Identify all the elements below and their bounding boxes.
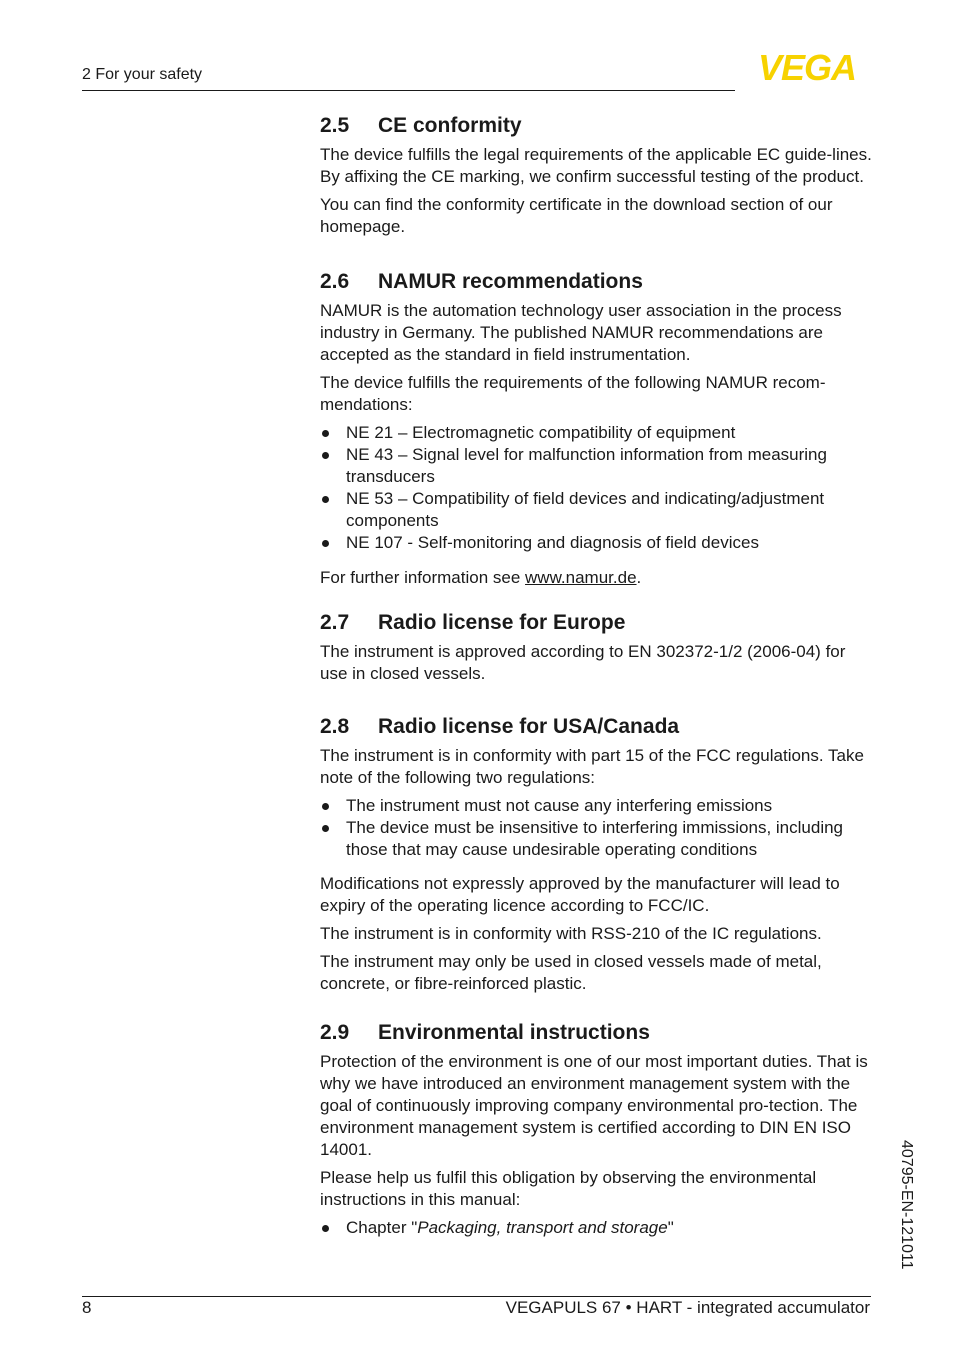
paragraph: The device fulfills the requirements of the following NAMUR recom-mendations: [320, 373, 826, 414]
vega-logo [742, 52, 872, 82]
section-heading-2-7: 2.7 Radio license for Europe [320, 611, 626, 634]
list-item: The instrument must not cause any interfering emissions [320, 795, 876, 817]
bullet-icon [322, 803, 329, 810]
paragraph: The instrument may only be used in closed vessels made of metal, concrete, or fibre-reinforced plastic. [320, 952, 822, 993]
bullet-icon [322, 430, 329, 437]
running-header: 2 For your safety [82, 66, 203, 83]
section-heading-2-5: 2.5 CE conformity [320, 114, 522, 137]
namur-link[interactable]: www.namur.de [525, 568, 637, 587]
footer-title: VEGAPULS 67 • HART - integrated accumulator [505, 1298, 870, 1317]
fcc-list [320, 795, 876, 861]
list-item: Chapter "Packaging, transport and storage" [320, 1217, 876, 1239]
list-item: NE 43 – Signal level for malfunction information from measuring transducers [320, 444, 876, 488]
env-list [320, 1217, 876, 1239]
paragraph: You can find the conformity certificate in the download section of our homepage. [320, 195, 833, 236]
svg-text:VEGA: VEGA [757, 52, 857, 82]
namur-list [320, 422, 876, 554]
bullet-icon [322, 496, 329, 503]
paragraph: Please help us fulfil this obligation by observing the environmental instructions in this manual: [320, 1168, 817, 1209]
section-heading-2-9: 2.9 Environmental instructions [320, 1021, 650, 1044]
paragraph: The instrument is in conformity with part 15 of the FCC regulations. Take note of the following two regulations: [320, 746, 864, 787]
main-content [320, 112, 876, 1239]
list-item: The device must be insensitive to interfering immissions, including those that may cause undesirable operating conditions [320, 817, 876, 861]
document-code: 40795-EN-121011 [898, 1140, 915, 1270]
paragraph: Modifications not expressly approved by the manufacturer will lead to expiry of the operating licence according to FCC/IC. [320, 874, 840, 915]
paragraph: The instrument is approved according to EN 302372-1/2 (2006-04) for use in closed vessels. [320, 642, 846, 683]
bullet-icon [322, 825, 329, 832]
footer-rule [82, 1296, 871, 1297]
bullet-icon [322, 452, 329, 459]
list-item: NE 21 – Electromagnetic compatibility of equipment [320, 422, 876, 444]
list-item: NE 107 - Self-monitoring and diagnosis of field devices [320, 532, 876, 554]
header-rule [82, 90, 735, 91]
page-number: 8 [82, 1298, 92, 1317]
paragraph: The instrument is in conformity with RSS-210 of the IC regulations. [320, 924, 822, 943]
bullet-icon [322, 540, 329, 547]
section-heading-2-8: 2.8 Radio license for USA/Canada [320, 715, 680, 738]
list-item: NE 53 – Compatibility of field devices and indicating/adjustment components [320, 488, 876, 532]
paragraph: The device fulfills the legal requirements of the applicable EC guide-lines. By affixing the CE marking, we confirm successful testing of the product. [320, 145, 872, 186]
further-info: For further information see www.namur.de. [320, 568, 642, 587]
bullet-icon [322, 1225, 329, 1232]
paragraph: NAMUR is the automation technology user association in the process industry in Germany. The published NAMUR recommendations are accepted as the standard in field instrumentation. [320, 301, 842, 364]
section-heading-2-6: 2.6 NAMUR recommendations [320, 270, 643, 293]
paragraph: Protection of the environment is one of our most important duties. That is why we have introduced an environment management system with the goal of continuously improving company environmental pro-tection. The environment management system is certified according to DIN EN ISO 14001. [320, 1052, 868, 1159]
